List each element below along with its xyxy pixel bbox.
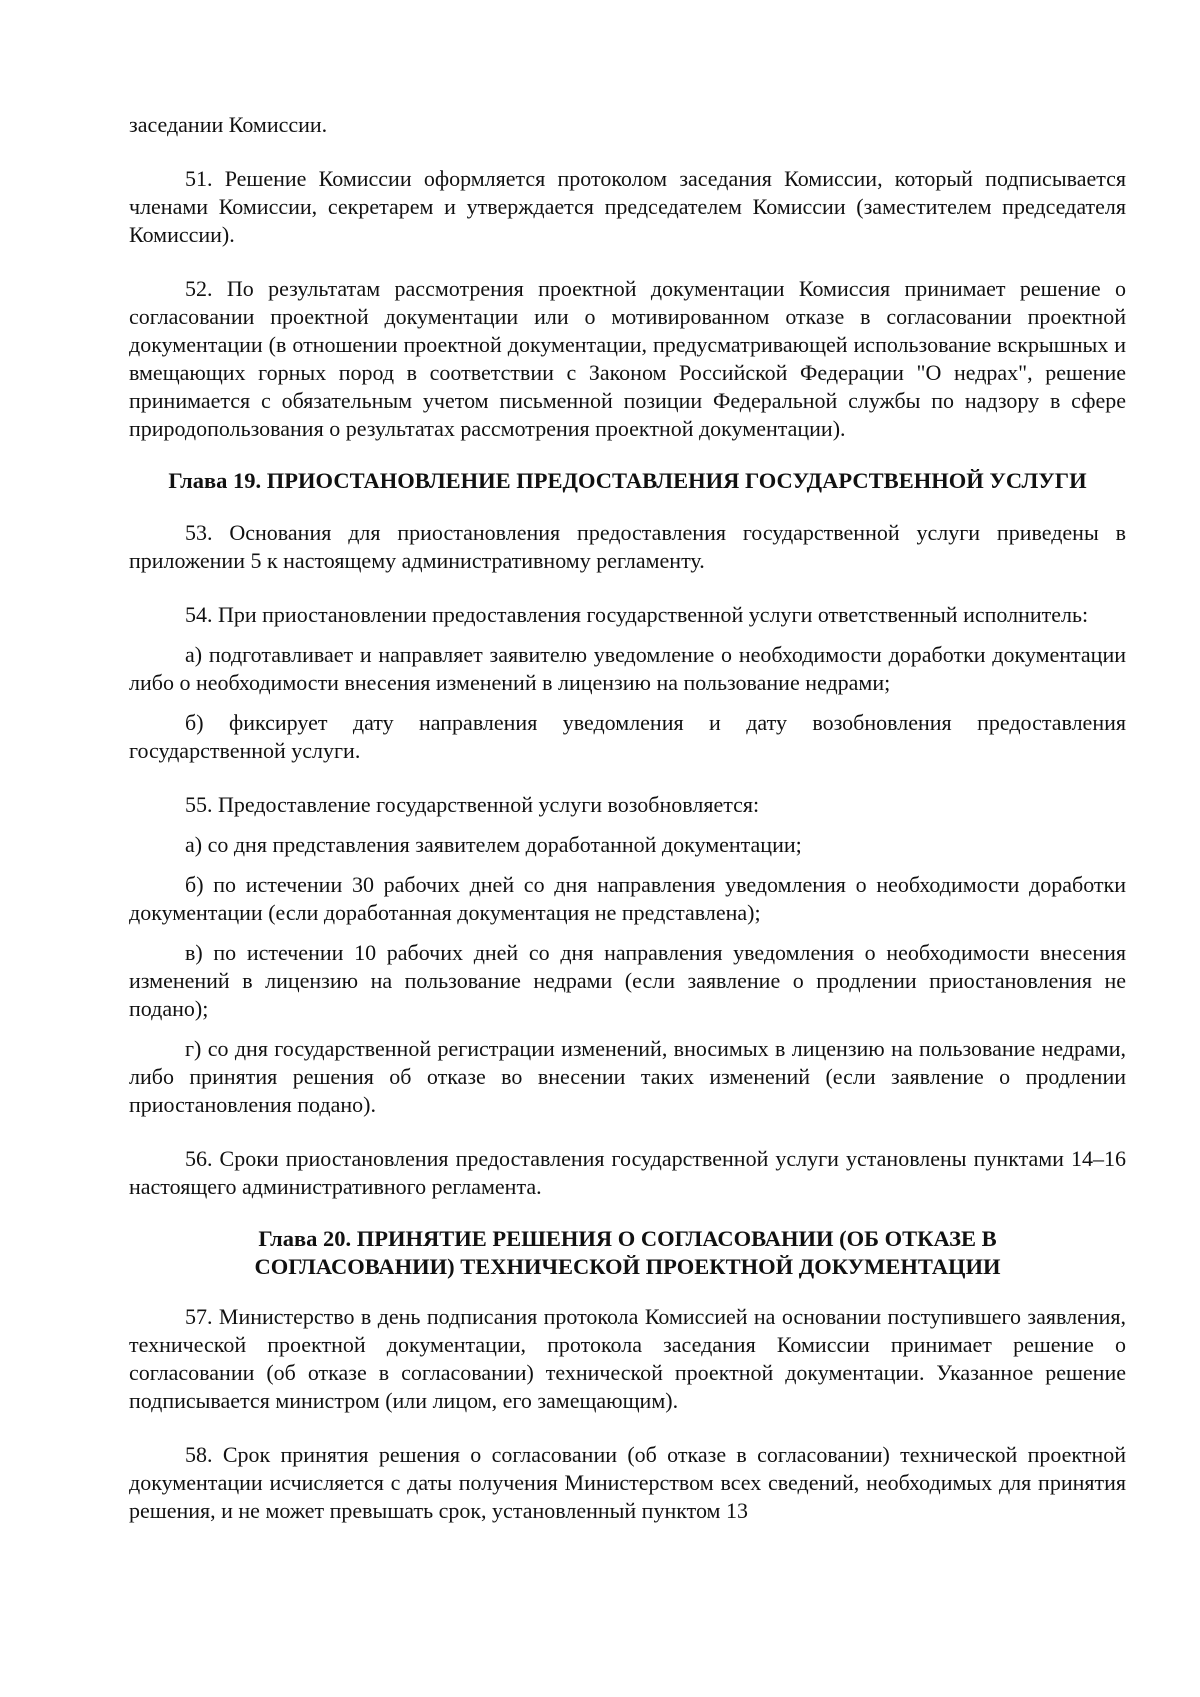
paragraph-55: 55. Предоставление государственной услуги возобновляется:	[185, 792, 760, 817]
page-content	[129, 111, 1126, 1525]
paragraph-51: 51. Решение Комиссии оформляется протоколом заседания Комиссии, который подписывается членами Комиссии, секретарем и утверждается председателем Комиссии (заместителем председателя Комиссии).	[129, 166, 1126, 247]
paragraph-55-b: б) по истечении 30 рабочих дней со дня направления уведомления о необходимости доработки документации (если доработанная документация не представлена);	[129, 872, 1126, 925]
paragraph-57: 57. Министерство в день подписания протокола Комиссией на основании поступившего заявления, технической проектной документации, протокола заседания Комиссии принимает решение о согласовании (об отказе в согласовании) технической проектной документации. Указанное решение подписывается министром (или лицом, его замещающим).	[129, 1304, 1126, 1413]
chapter-20-heading-line-1: Глава 20. ПРИНЯТИЕ РЕШЕНИЯ О СОГЛАСОВАНИИ (ОБ ОТКАЗЕ В	[258, 1226, 997, 1251]
chapter-19-heading: Глава 19. ПРИОСТАНОВЛЕНИЕ ПРЕДОСТАВЛЕНИЯ ГОСУДАРСТВЕННОЙ УСЛУГИ	[168, 468, 1087, 493]
paragraph-continuation: заседании Комиссии.	[129, 112, 328, 137]
paragraph-56: 56. Сроки приостановления предоставления государственной услуги установлены пунктами 14–16 настоящего административного регламента.	[129, 1146, 1126, 1199]
paragraph-58: 58. Срок принятия решения о согласовании (об отказе в согласовании) технической проектной документации исчисляется с даты получения Министерством всех сведений, необходимых для принятия решения, и не может превышать срок, установленный пунктом 13	[129, 1442, 1126, 1523]
paragraph-53: 53. Основания для приостановления предоставления государственной услуги приведены в приложении 5 к настоящему административному регламенту.	[129, 520, 1126, 573]
chapter-20-heading	[129, 1225, 1126, 1281]
paragraph-54-b: б) фиксирует дату направления уведомления и дату возобновления предоставления государственной услуги.	[129, 710, 1126, 763]
paragraph-55-v: в) по истечении 10 рабочих дней со дня направления уведомления о необходимости внесения изменений в лицензию на пользование недрами (если заявление о продлении приостановления не подано);	[129, 940, 1126, 1021]
chapter-20-heading-line-2: СОГЛАСОВАНИИ) ТЕХНИЧЕСКОЙ ПРОЕКТНОЙ ДОКУМЕНТАЦИИ	[254, 1254, 1001, 1279]
paragraph-52: 52. По результатам рассмотрения проектной документации Комиссия принимает решение о согласовании проектной документации или о мотивированном отказе в согласовании проектной документации (в отношении проектной документации, предусматривающей использование вскрышных и вмещающих горных пород в соответствии с Законом Российской Федерации "О недрах", решение принимается с обязательным учетом письменной позиции Федеральной службы по надзору в сфере природопользования о результатах рассмотрения проектной документации).	[129, 276, 1126, 441]
paragraph-54-a: а) подготавливает и направляет заявителю уведомление о необходимости доработки документации либо о необходимости внесения изменений в лицензию на пользование недрами;	[129, 642, 1126, 695]
paragraph-54: 54. При приостановлении предоставления государственной услуги ответственный исполнитель:	[185, 602, 1089, 627]
paragraph-55-a: а) со дня представления заявителем доработанной документации;	[185, 832, 802, 857]
paragraph-55-g: г) со дня государственной регистрации изменений, вносимых в лицензию на пользование недрами, либо принятия решения об отказе во внесении таких изменений (если заявление о продлении приостановления подано).	[129, 1036, 1126, 1117]
